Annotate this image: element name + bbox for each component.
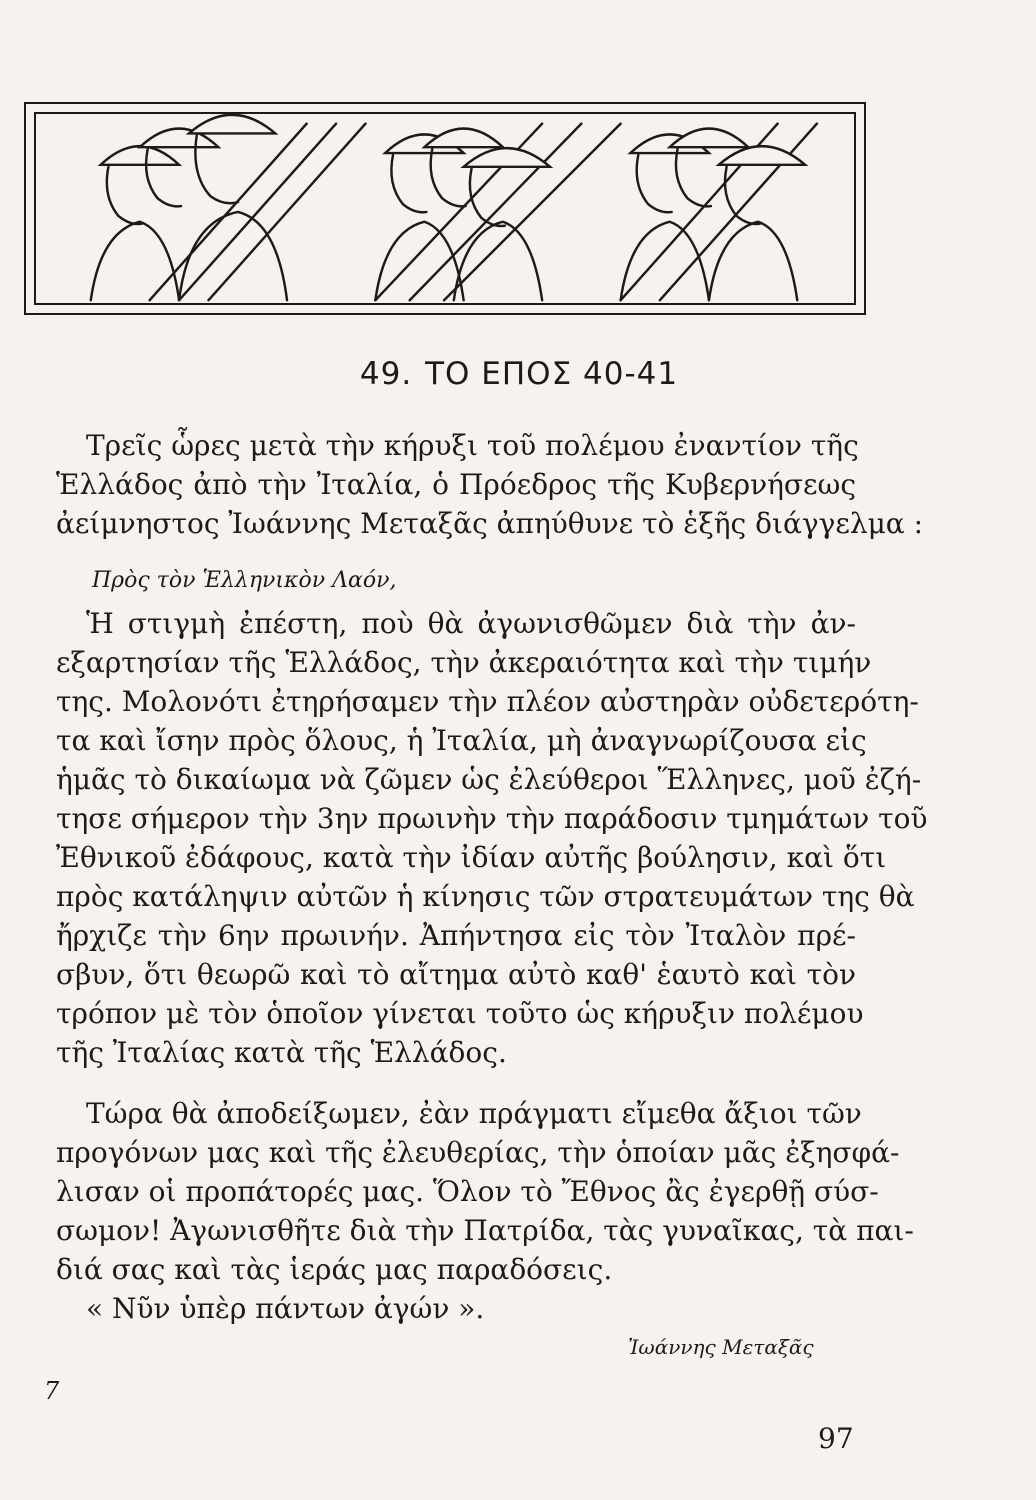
chapter-title-text: ΤΟ ΕΠΟΣ 40-41 bbox=[425, 356, 679, 392]
intro-paragraph bbox=[56, 426, 924, 543]
proclamation-paragraph-2 bbox=[56, 1094, 914, 1328]
text-line: πρὸς κατάληψιν αὐτῶν ἡ κίνησις τῶν στρατευμάτων της θὰ bbox=[56, 880, 915, 913]
text-line: Ἡ στιγμὴ ἐπέστη, ποὺ θὰ ἀγωνισθῶμεν διὰ τὴν ἀν- bbox=[86, 607, 856, 640]
text-line: Τρεῖς ὧρες μετὰ τὴν κήρυξι τοῦ πολέμου ἐναντίον τῆς bbox=[86, 429, 859, 462]
author-signature: Ἰωάννης Μεταξᾶς bbox=[628, 1335, 814, 1359]
signature-mark: 7 bbox=[44, 1377, 60, 1405]
text-line: προγόνων μας καὶ τῆς ἐλευθερίας, τὴν ὁποίαν μᾶς ἐξησφά- bbox=[56, 1136, 900, 1169]
text-line: Ἐθνικοῦ ἐδάφους, κατὰ τὴν ἰδίαν αὐτῆς βούλησιν, καὶ ὅτι bbox=[56, 841, 887, 874]
text-line: Ἑλλάδος ἀπὸ τὴν Ἰταλία, ὁ Πρόεδρος τῆς Κυβερνήσεως bbox=[56, 468, 856, 501]
chapter-heading bbox=[0, 356, 1036, 392]
closing-motto: « Νῦν ὑπὲρ πάντων ἀγών ». bbox=[86, 1292, 485, 1325]
page-number: 97 bbox=[818, 1422, 854, 1455]
chapter-number: 49. bbox=[359, 356, 413, 392]
text-line: Τώρα θὰ ἀποδείξωμεν, ἐὰν πράγματι εἴμεθα ἄξιοι τῶν bbox=[86, 1097, 862, 1130]
text-line: της. Μολονότι ἐτηρήσαμεν τὴν πλέον αὐστηρὰν οὐδετερότη- bbox=[56, 685, 919, 718]
soldiers-illustration bbox=[24, 102, 866, 315]
marching-soldiers-drawing bbox=[26, 104, 864, 313]
text-line: διά σας καὶ τὰς ἱεράς μας παραδόσεις. bbox=[56, 1253, 613, 1286]
text-line: εξαρτησίαν τῆς Ἑλλάδος, τὴν ἀκεραιότητα καὶ τὴν τιμήν bbox=[56, 646, 872, 679]
text-line: ἤρχιζε τὴν 6ην πρωινήν. Ἀπήντησα εἰς τὸν Ἰταλὸν πρέ- bbox=[56, 919, 856, 952]
text-line: τῆς Ἰταλίας κατὰ τῆς Ἑλλάδος. bbox=[56, 1036, 507, 1069]
text-line: σωμον! Ἀγωνισθῆτε διὰ τὴν Πατρίδα, τὰς γυναῖκας, τὰ παι- bbox=[56, 1214, 914, 1247]
text-line: τρόπον μὲ τὸν ὁποῖον γίνεται τοῦτο ὡς κήρυξιν πολέμου bbox=[56, 997, 864, 1030]
text-line: ἀείμνηστος Ἰωάννης Μεταξᾶς ἀπηύθυνε τὸ ἑξῆς διάγγελμα : bbox=[56, 507, 924, 540]
text-line: σβυν, ὅτι θεωρῶ καὶ τὸ αἴτημα αὐτὸ καθ' ἑαυτὸ καὶ τὸν bbox=[56, 958, 856, 991]
text-line: λισαν οἱ προπάτορές μας. Ὅλον τὸ Ἔθνος ἂς ἐγερθῇ σύσ- bbox=[56, 1175, 879, 1208]
text-line: ἡμᾶς τὸ δικαίωμα νὰ ζῶμεν ὡς ἐλεύθεροι Ἕλληνες, μοῦ ἐζή- bbox=[56, 763, 922, 796]
text-line: τησε σήμερον τὴν 3ην πρωινὴν τὴν παράδοσιν τμημάτων τοῦ bbox=[56, 802, 928, 835]
text-line: τα καὶ ἴσην πρὸς ὅλους, ἡ Ἰταλία, μὴ ἀναγνωρίζουσα εἰς bbox=[56, 724, 867, 757]
salutation: Πρὸς τὸν Ἑλληνικὸν Λαόν, bbox=[92, 568, 397, 593]
proclamation-paragraph-1 bbox=[56, 604, 928, 1072]
